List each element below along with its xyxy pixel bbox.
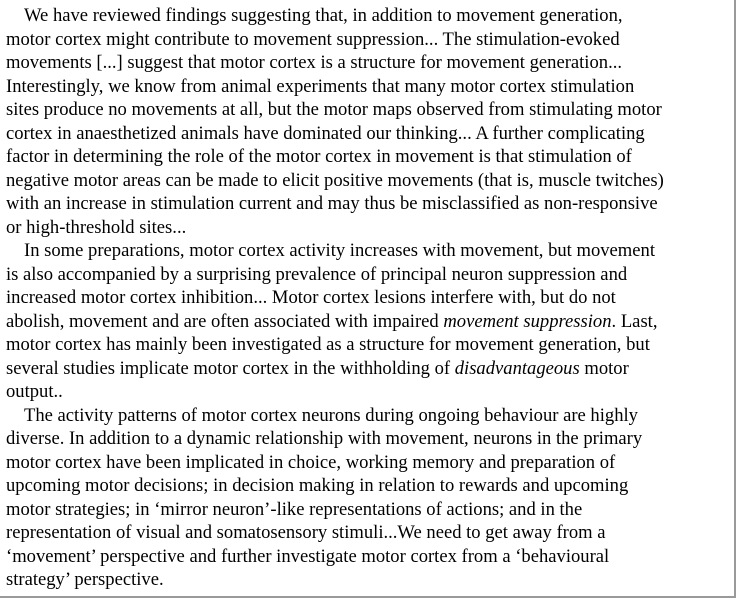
paragraph-3 (6, 404, 726, 592)
text-line: or high-threshold sites... (6, 216, 187, 238)
text-line: motor cortex has mainly been investigated as a structure for movement generation, but (6, 334, 650, 355)
text-line: motor cortex have been implicated in choice, working memory and preparation of (6, 451, 616, 473)
text-line: strategy’ perspective. (6, 569, 164, 590)
text-line: upcoming motor decisions; in decision making in relation to rewards and upcoming (6, 475, 629, 496)
text-line: is also accompanied by a surprising prevalence of principal neuron suppression and (6, 263, 628, 285)
text-line: diverse. In addition to a dynamic relationship with movement, neurons in the primary (6, 428, 643, 449)
text-line: output.. (6, 381, 63, 402)
text-line: factor in determining the role of the motor cortex in movement is that stimulation of (6, 146, 632, 167)
paragraph-2 (6, 239, 726, 404)
text-run: motor (579, 357, 629, 379)
text-line: motor cortex might contribute to movement suppression... The stimulation-evoked (6, 28, 620, 50)
text-run: . Last, (611, 310, 658, 332)
text-line: We have reviewed findings suggesting that, in addition to movement generation, (24, 5, 623, 26)
text-run: several studies implicate motor cortex in the withholding of (6, 357, 455, 379)
paragraph-1 (6, 4, 726, 239)
text-line: motor strategies; in ‘mirror neuron’-like representations of actions; and in the (6, 498, 583, 520)
text-line (6, 310, 726, 334)
text-line: with an increase in stimulation current and may thus be misclassified as non-responsive (6, 193, 658, 214)
text-line: increased motor cortex inhibition... Motor cortex lesions interfere with, but do not (6, 287, 616, 308)
text-line: ‘movement’ perspective and further investigate motor cortex from a ‘behavioural (6, 545, 610, 567)
text-line: representation of visual and somatosensory stimuli...We need to get away from a (6, 522, 606, 543)
text-line: sites produce no movements at all, but the motor maps observed from stimulating motor (6, 99, 662, 120)
text-line: cortex in anaesthetized animals have dominated our thinking... A further complicating (6, 122, 645, 144)
emphasis-text: movement suppression (443, 310, 612, 332)
text-line: In some preparations, motor cortex activity increases with movement, but movement (24, 240, 655, 261)
text-line: The activity patterns of motor cortex neurons during ongoing behaviour are highly (24, 404, 638, 426)
text-run: abolish, movement and are often associated with impaired (6, 310, 444, 332)
text-line (6, 357, 726, 381)
text-line: negative motor areas can be made to elicit positive movements (that is, muscle twitches) (6, 169, 664, 191)
emphasis-text: disadvantageous (454, 357, 580, 379)
text-line: movements [...] suggest that motor cortex is a structure for movement generation... (6, 52, 623, 73)
text-line: Interestingly, we know from animal experiments that many motor cortex stimulation (6, 75, 635, 97)
